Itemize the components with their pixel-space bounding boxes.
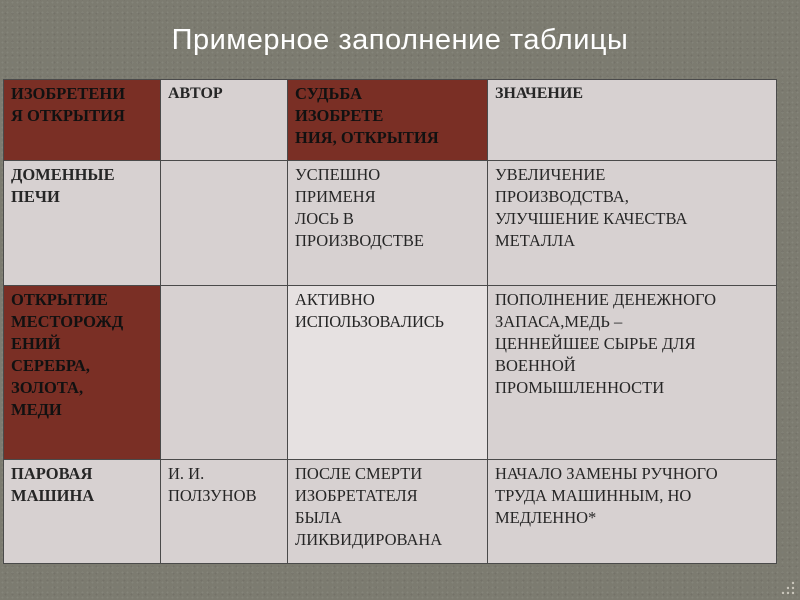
cell-line: ПРИМЕНЯ <box>295 187 376 206</box>
cell-line: МЕСТОРОЖД <box>11 312 124 331</box>
header-invention-cell <box>4 80 161 161</box>
table-row <box>4 460 777 564</box>
cell-line: ПОПОЛНЕНИЕ ДЕНЕЖНОГО <box>495 290 717 309</box>
cell-line: АКТИВНО <box>295 290 375 309</box>
slide-title: Примерное заполнение таблицы <box>171 24 629 56</box>
cell-line: НИЯ, ОТКРЫТИЯ <box>295 128 439 147</box>
table-row <box>4 161 777 286</box>
inventions-table <box>3 79 777 564</box>
cell-line: УЛУЧШЕНИЕ КАЧЕСТВА <box>495 209 688 228</box>
cell-line: УВЕЛИЧЕНИЕ <box>495 165 606 184</box>
invention-cell <box>4 161 161 286</box>
cell-line: УСПЕШНО <box>295 165 381 184</box>
significance-cell <box>488 161 777 286</box>
cell-line: ЗОЛОТА, <box>11 378 84 397</box>
fate-cell <box>288 161 488 286</box>
table-header-row <box>4 80 777 161</box>
cell-line: ЕНИЙ <box>11 334 61 353</box>
fate-cell <box>288 460 488 564</box>
significance-cell <box>488 286 777 460</box>
cell-line: ЛОСЬ В <box>295 209 354 228</box>
cell-line: НАЧАЛО ЗАМЕНЫ РУЧНОГО <box>495 464 718 483</box>
header-significance-cell: ЗНАЧЕНИЕ <box>488 80 777 161</box>
cell-line: ПЕЧИ <box>11 187 60 206</box>
author-cell <box>161 460 288 564</box>
cell-line: ВОЕННОЙ <box>495 356 576 375</box>
cell-line: БЫЛА <box>295 508 342 527</box>
cell-line: ПОСЛЕ СМЕРТИ <box>295 464 423 483</box>
cell-line: МЕДЛЕННО* <box>495 508 597 527</box>
cell-line: ИЗОБРЕТЕ <box>295 106 384 125</box>
cell-line: И. И. <box>168 464 205 483</box>
cell-line: СЕРЕБРА, <box>11 356 90 375</box>
cell-line: СУДЬБА <box>295 84 363 103</box>
cell-line: ЦЕННЕЙШЕЕ СЫРЬЕ ДЛЯ <box>495 334 696 353</box>
cell-line: ИЗОБРЕТЕНИ <box>11 84 126 103</box>
invention-cell <box>4 460 161 564</box>
cell-line: ПРОИЗВОДСТВА, <box>495 187 629 206</box>
cell-line: ОТКРЫТИЕ <box>11 290 108 309</box>
cell-line: ПРОИЗВОДСТВЕ <box>295 231 424 250</box>
author-cell <box>161 161 288 286</box>
cell-line: ПРОМЫШЛЕННОСТИ <box>495 378 665 397</box>
cell-line: ИСПОЛЬЗОВАЛИСЬ <box>295 312 444 331</box>
cell-line: МАШИНА <box>11 486 95 505</box>
header-fate-cell <box>288 80 488 161</box>
fate-cell <box>288 286 488 460</box>
table-row <box>4 286 777 460</box>
cell-line: ИЗОБРЕТАТЕЛЯ <box>295 486 418 505</box>
significance-cell <box>488 460 777 564</box>
cell-line: ДОМЕННЫЕ <box>11 165 115 184</box>
cell-line: ПОЛЗУНОВ <box>168 486 257 505</box>
cell-line: МЕТАЛЛА <box>495 231 576 250</box>
resize-grip-icon <box>780 580 796 596</box>
cell-line: ЛИКВИДИРОВАНА <box>295 530 443 549</box>
header-author-cell: АВТОР <box>161 80 288 161</box>
cell-line: МЕДИ <box>11 400 62 419</box>
invention-cell <box>4 286 161 460</box>
cell-line: ПАРОВАЯ <box>11 464 93 483</box>
author-cell <box>161 286 288 460</box>
cell-line: Я ОТКРЫТИЯ <box>11 106 125 125</box>
cell-line: ЗАПАСА,МЕДЬ – <box>495 312 623 331</box>
cell-line: ТРУДА МАШИННЫМ, НО <box>495 486 692 505</box>
